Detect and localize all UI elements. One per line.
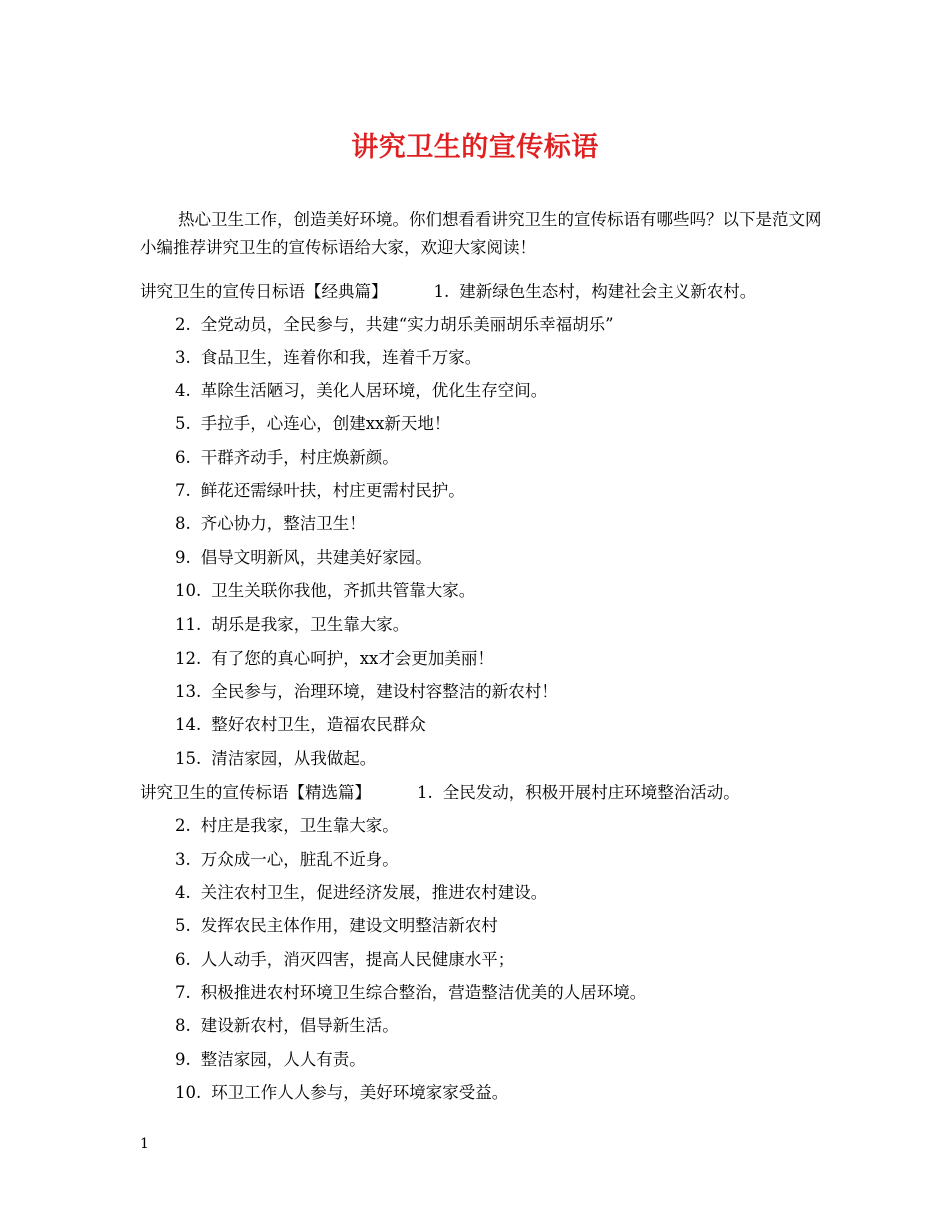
list-item: 12. 有了您的真心呵护，xx才会更加美丽！ (175, 649, 494, 668)
list-item: 8. 齐心协力，整洁卫生！ (175, 514, 366, 533)
list-item: 10. 卫生关联你我他，齐抓共管靠大家。 (175, 581, 476, 600)
list-item: 3. 食品卫生，连着你和我，连着千万家。 (175, 348, 482, 367)
list-item: 2. 村庄是我家，卫生靠大家。 (175, 816, 399, 835)
list-item: 8. 建设新农村，倡导新生活。 (175, 1016, 399, 1035)
list-item: 3. 万众成一心，脏乱不近身。 (175, 850, 399, 869)
list-item: 9. 倡导文明新风，共建美好家园。 (175, 548, 432, 567)
list-item: 10. 环卫工作人人参与，美好环境家家受益。 (175, 1083, 509, 1102)
list-item: 6. 人人动手，消灭四害，提高人民健康水平； (175, 950, 515, 969)
page-number: 1 (140, 1136, 149, 1152)
list-item: 2. 全党动员，全民参与，共建“实力胡乐美丽胡乐幸福胡乐” (175, 315, 614, 334)
list-item: 13. 全民参与，治理环境，建设村容整洁的新农村！ (175, 682, 558, 701)
list-item: 4. 关注农村卫生，促进经济发展，推进农村建设。 (175, 883, 548, 902)
list-item: 7. 鲜花还需绿叶扶，村庄更需村民护。 (175, 481, 465, 500)
section-heading-classic (140, 281, 756, 303)
list-item: 5. 发挥农民主体作用，建设文明整洁新农村 (175, 916, 498, 935)
list-item: 1. 全民发动，积极开展村庄环境整治活动。 (417, 783, 740, 802)
list-item: 1. 建新绿色生态村，构建社会主义新农村。 (433, 282, 757, 301)
document-title: 讲究卫生的宣传标语 (351, 132, 599, 163)
intro-paragraph: 热心卫生工作，创造美好环境。你们想看看讲究卫生的宣传标语有哪些吗？以下是范文网小编推荐讲究卫生的宣传标语给大家，欢迎大家阅读！ (140, 210, 822, 257)
list-item: 5. 手拉手，心连心，创建xx新天地！ (175, 414, 451, 433)
list-item: 6. 干群齐动手，村庄焕新颜。 (175, 448, 399, 467)
section-heading-selected (140, 782, 740, 804)
list-item: 9. 整洁家园，人人有责。 (175, 1050, 366, 1069)
list-item: 7. 积极推进农村环境卫生综合整治，营造整洁优美的人居环境。 (175, 983, 647, 1002)
section-heading-text: 讲究卫生的宣传日标语【经典篇】 (140, 282, 388, 301)
list-item: 11. 胡乐是我家，卫生靠大家。 (175, 615, 410, 634)
list-item: 14. 整好农村卫生，造福农民群众 (175, 715, 426, 734)
list-item: 4. 革除生活陋习，美化人居环境，优化生存空间。 (175, 381, 548, 400)
section-heading-text: 讲究卫生的宣传标语【精选篇】 (140, 783, 371, 802)
list-item: 15. 清洁家园，从我做起。 (175, 749, 377, 768)
